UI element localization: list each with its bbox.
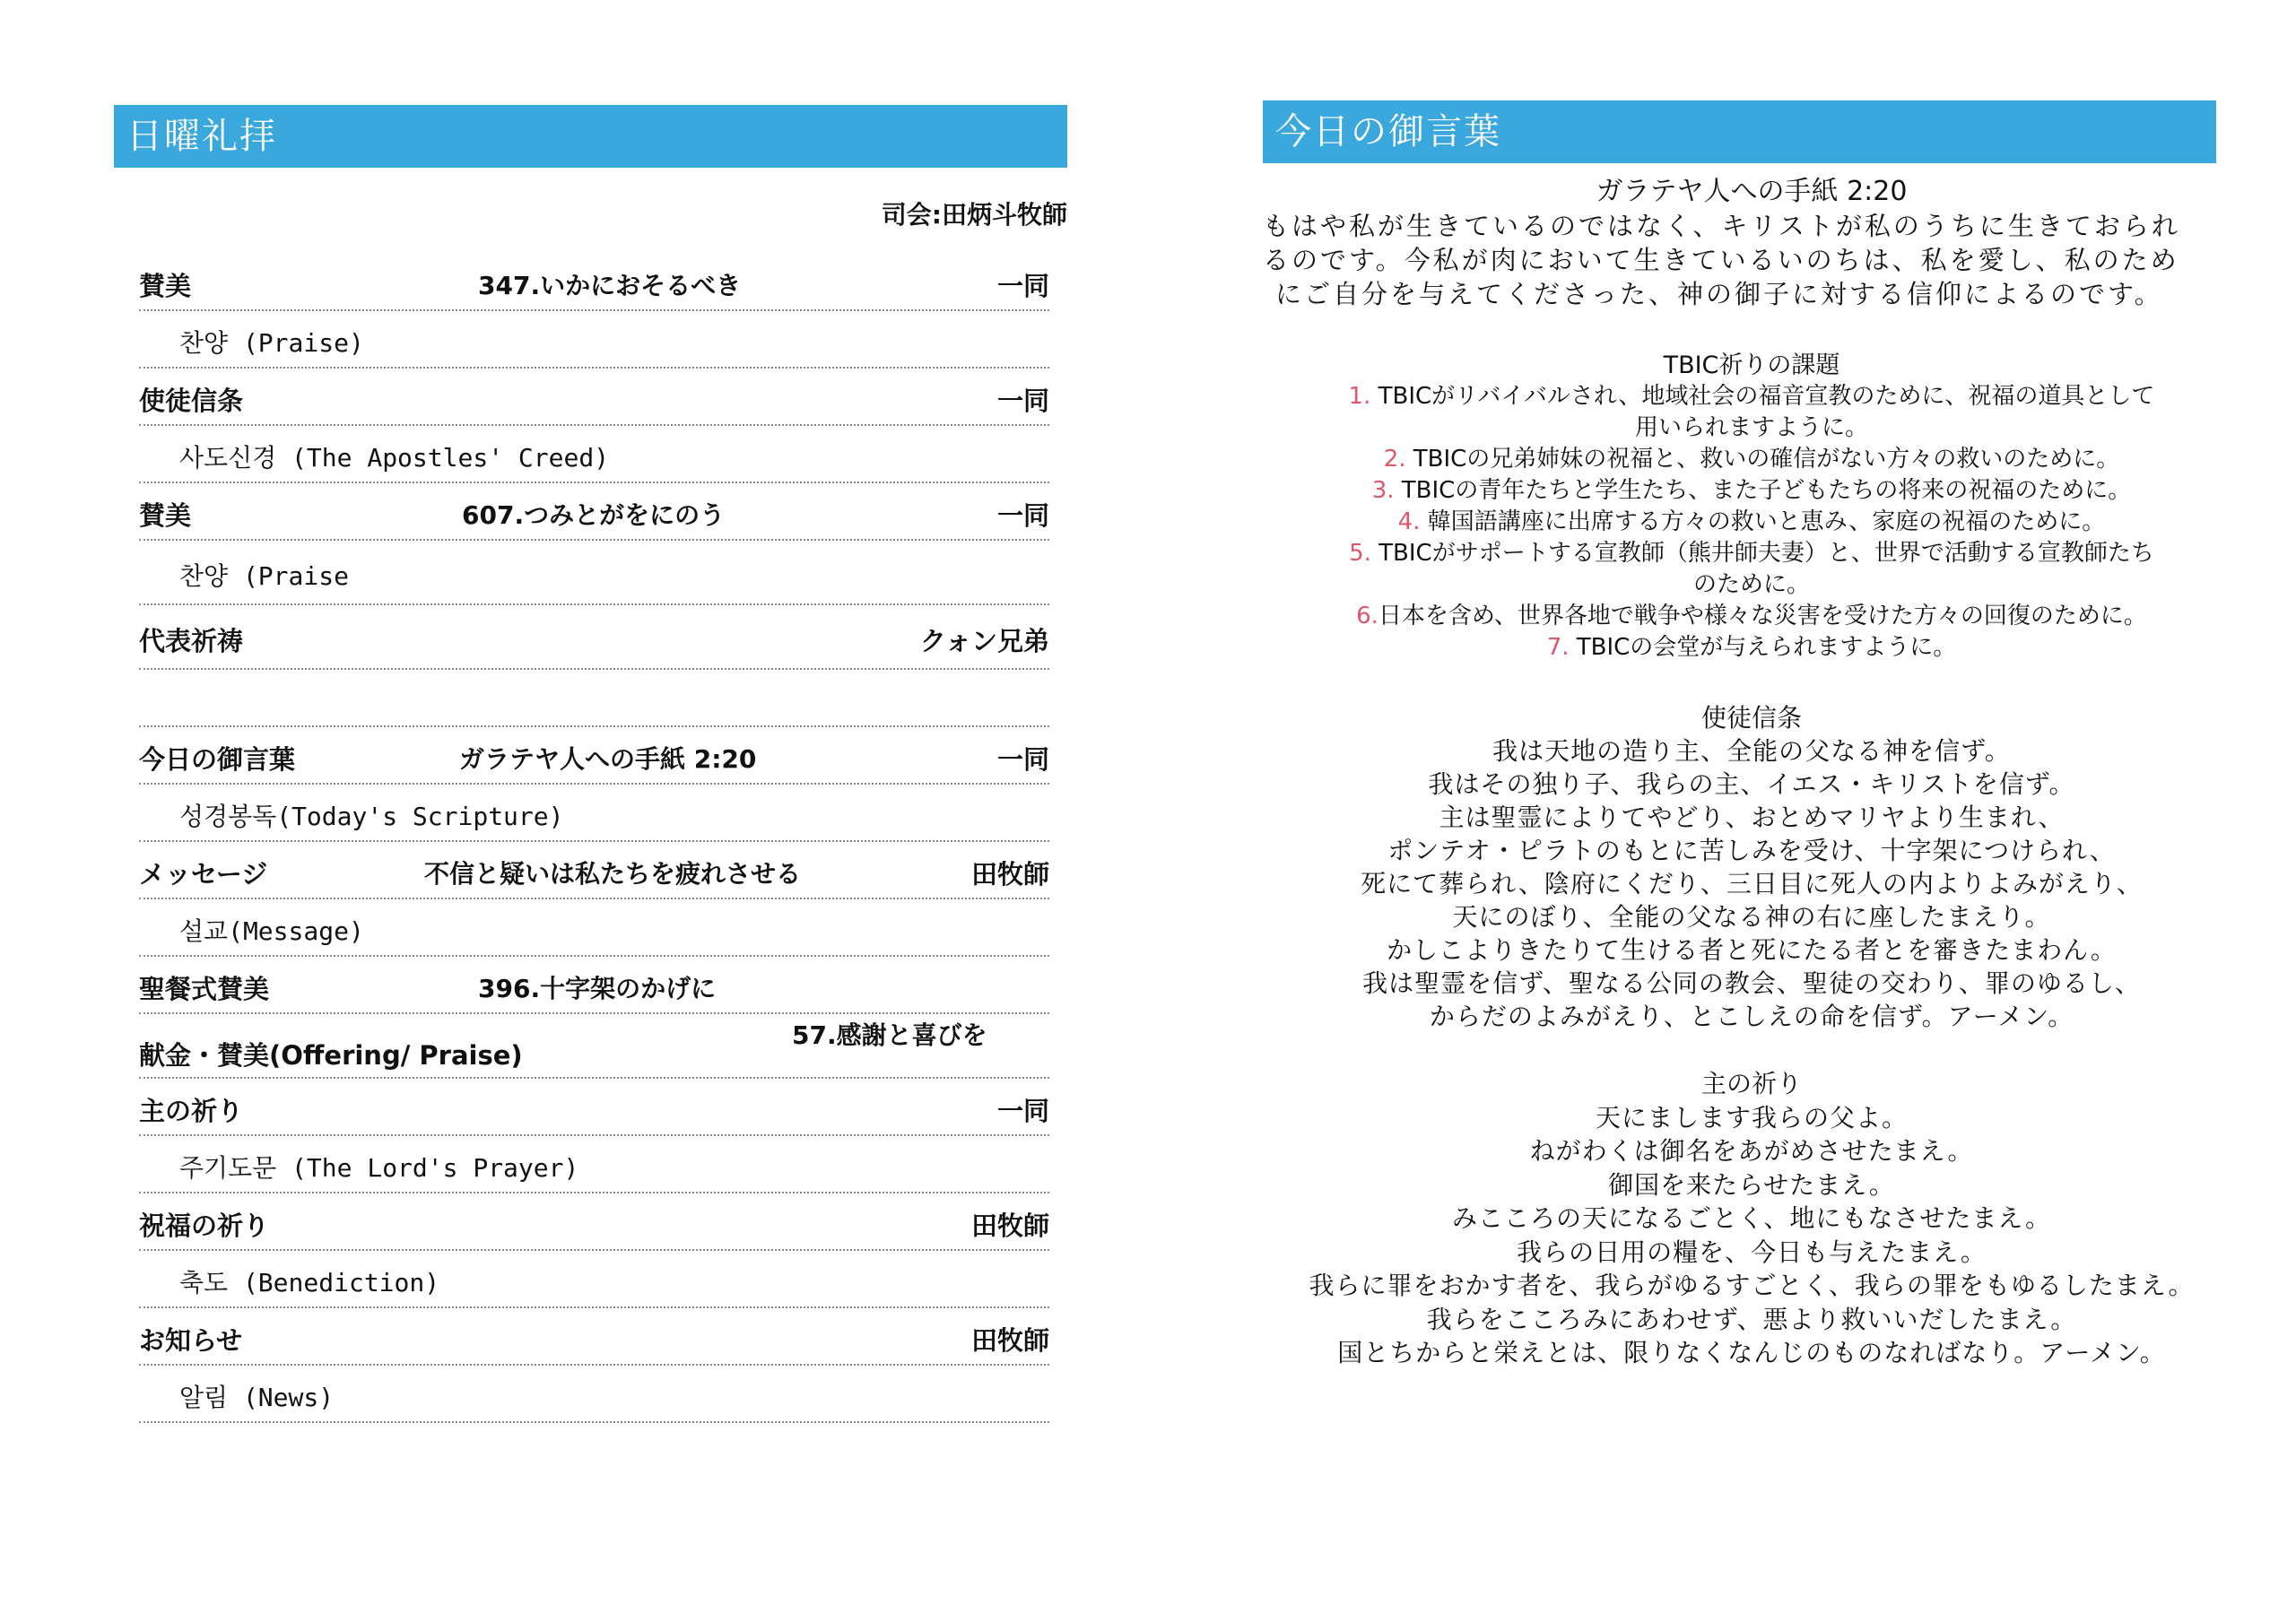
worship-order bbox=[139, 254, 1049, 1423]
row-hymn: 396.十字架のかげに bbox=[478, 974, 717, 1003]
row-title: 今日の御言葉 bbox=[139, 744, 296, 775]
apostles-creed bbox=[1263, 701, 2240, 1033]
prayer-number: 1. bbox=[1348, 383, 1371, 410]
order-row-sub bbox=[139, 426, 1049, 483]
prayer-item bbox=[1263, 538, 2240, 569]
creed-line: ポンテオ・ピラトのもとに苦しみを受け、十字架につけられ、 bbox=[1387, 836, 2116, 865]
row-subtitle: 찬양 (Praise) bbox=[179, 328, 364, 358]
prayer-item bbox=[1263, 601, 2240, 632]
prayer-item bbox=[1263, 381, 2240, 412]
lords-prayer-line: 天にまします我らの父よ。 bbox=[1595, 1102, 1908, 1133]
prayer-item bbox=[1263, 475, 2240, 507]
prayer-text: TBICがサポートする宣教師（熊井師夫妻）と、世界で活動する宣教師たち bbox=[1370, 540, 2154, 567]
row-title: メッセージ bbox=[139, 859, 268, 890]
lords-prayer-line: 我らをこころみにあわせず、悪より救いいだしたまえ。 bbox=[1426, 1304, 2077, 1334]
prayer-text: TBICの青年たちと学生たち、また子どもたちの将来の祝福のために。 bbox=[1394, 477, 2132, 504]
prayer-item-continued: 用いられますように。 bbox=[1634, 414, 1868, 441]
prayer-number: 2. bbox=[1383, 446, 1406, 473]
verse-line: もはや私が生きているのではなく、キリストが私のうちに生きておられ bbox=[1263, 211, 2180, 241]
row-scripture: ガラテヤ人への手紙 2:20 bbox=[459, 744, 757, 774]
order-row-offering bbox=[139, 1014, 1049, 1079]
creed-line: かしこよりきたりて生ける者と死にたる者とを審きたまわん。 bbox=[1387, 935, 2117, 965]
prayer-number: 6. bbox=[1356, 603, 1378, 629]
lords-prayer bbox=[1263, 1067, 2240, 1370]
row-leader: 一同 bbox=[996, 1096, 1049, 1126]
order-row-sub bbox=[139, 311, 1049, 369]
order-row-announcements bbox=[139, 1308, 1049, 1366]
order-row-representative-prayer bbox=[139, 605, 1049, 670]
row-leader: 一同 bbox=[996, 500, 1049, 531]
row-leader: 田牧師 bbox=[970, 1325, 1049, 1356]
prayer-number: 3. bbox=[1371, 477, 1395, 504]
row-title: 主の祈り bbox=[139, 1096, 244, 1126]
verse-reference: ガラテヤ人への手紙 2:20 bbox=[1596, 176, 1908, 207]
creed-line: からだのよみがえり、とこしえの命を信ず。アーメン。 bbox=[1429, 1002, 2074, 1031]
order-row-todays-word bbox=[139, 727, 1049, 785]
row-title: お知らせ bbox=[139, 1325, 243, 1356]
order-row-apostles-creed bbox=[139, 369, 1049, 426]
order-row-sub bbox=[139, 1136, 1049, 1193]
row-hymn: 57.感謝と喜びを bbox=[792, 1020, 987, 1050]
creed-line: 天にのぼり、全能の父なる神の右に座したまえり。 bbox=[1452, 902, 2051, 932]
row-leader: 一同 bbox=[996, 744, 1049, 775]
prayer-text: TBICの会堂が与えられますように。 bbox=[1569, 634, 1957, 661]
row-subtitle: 설교(Message) bbox=[179, 916, 364, 946]
row-subtitle: 주기도문 (The Lord's Prayer) bbox=[179, 1153, 579, 1183]
row-subtitle: 축도 (Benediction) bbox=[179, 1268, 440, 1298]
order-row-sub bbox=[139, 1366, 1049, 1423]
order-row-communion-hymn bbox=[139, 957, 1049, 1014]
row-title: 献金・賛美(Offering/ Praise) bbox=[139, 1040, 523, 1071]
row-leader: 田牧師 bbox=[970, 859, 1049, 890]
creed-line: 我はその独り子、我らの主、イエス・キリストを信ず。 bbox=[1428, 769, 2075, 799]
lords-prayer-title: 主の祈り bbox=[1700, 1069, 1802, 1098]
row-subtitle: 성경봉독(Today's Scripture) bbox=[179, 802, 564, 831]
section-header-sunday-worship: 日曜礼拝 bbox=[114, 105, 1067, 168]
order-row-praise-2 bbox=[139, 483, 1049, 541]
order-row-sub bbox=[139, 899, 1049, 957]
verse-line: るのです。今私が肉において生きているいのちは、私を愛し、私のため bbox=[1263, 245, 2179, 275]
prayer-item bbox=[1263, 444, 2240, 475]
section-header-todays-word: 今日の御言葉 bbox=[1263, 100, 2216, 163]
row-title: 祝福の祈り bbox=[139, 1211, 270, 1241]
order-row-blank bbox=[139, 670, 1049, 727]
row-subtitle: 사도신경 (The Apostles' Creed) bbox=[179, 443, 610, 473]
mc-line: 司会:田炳斗牧師 bbox=[881, 200, 1067, 230]
prayer-number: 7. bbox=[1546, 634, 1570, 661]
verse-block bbox=[1263, 175, 2240, 311]
right-page bbox=[1148, 0, 2296, 1623]
row-title: 使徒信条 bbox=[139, 386, 244, 416]
creed-line: 我は聖霊を信ず、聖なる公同の教会、聖徒の交わり、罪のゆるし、 bbox=[1362, 968, 2141, 998]
order-row-sub bbox=[139, 541, 1049, 605]
lords-prayer-line: みこころの天になるごとく、地にもなさせたまえ。 bbox=[1451, 1203, 2052, 1233]
row-title: 代表祈祷 bbox=[139, 626, 244, 656]
lords-prayer-line: ねがわくは御名をあがめさせたまえ。 bbox=[1529, 1136, 1974, 1166]
prayer-item bbox=[1263, 507, 2240, 538]
order-row-message bbox=[139, 842, 1049, 899]
row-leader: 田牧師 bbox=[970, 1211, 1049, 1241]
prayer-text: 韓国語講座に出席する方々の救いと恵み、家庭の祝福のために。 bbox=[1420, 508, 2106, 535]
prayer-requests-title: TBIC祈りの課題 bbox=[1663, 352, 1840, 379]
prayer-text: 日本を含め、世界各地で戦争や様々な災害を受けた方々の回復のために。 bbox=[1378, 603, 2147, 629]
lords-prayer-line: 我らに罪をおかす者を、我らがゆるすごとく、我らの罪をもゆるしたまえ。 bbox=[1309, 1271, 2195, 1300]
prayer-item bbox=[1263, 632, 2240, 664]
lords-prayer-line: 国とちからと栄えとは、限りなくなんじのものなればなり。アーメン。 bbox=[1337, 1338, 2166, 1367]
row-sermon-title: 不信と疑いは私たちを疲れさせる bbox=[424, 859, 802, 889]
row-leader: クォン兄弟 bbox=[919, 626, 1049, 656]
row-leader: 一同 bbox=[996, 386, 1049, 416]
order-row-sub bbox=[139, 785, 1049, 842]
order-row-sub bbox=[139, 1251, 1049, 1308]
row-hymn: 607.つみとがをにのう bbox=[462, 500, 726, 530]
row-subtitle: 찬양 (Praise bbox=[179, 561, 349, 591]
row-leader: 一同 bbox=[996, 271, 1049, 301]
verse-line: にご自分を与えてくださった、神の御子に対する信仰によるのです。 bbox=[1275, 279, 2163, 309]
prayer-number: 4. bbox=[1397, 508, 1421, 535]
row-title: 賛美 bbox=[139, 500, 192, 531]
row-title: 聖餐式賛美 bbox=[139, 974, 270, 1004]
lords-prayer-line: 御国を来たらせたまえ。 bbox=[1608, 1169, 1895, 1200]
creed-line: 我は天地の造り主、全能の父なる神を信ず。 bbox=[1492, 736, 2011, 766]
prayer-text: TBICの兄弟姉妹の祝福と、救いの確信がない方々の救いのために。 bbox=[1405, 446, 2120, 473]
order-row-lords-prayer bbox=[139, 1079, 1049, 1136]
prayer-number: 5. bbox=[1349, 540, 1371, 567]
lords-prayer-line: 我らの日用の糧を、今日も与えたまえ。 bbox=[1517, 1237, 1987, 1267]
prayer-requests bbox=[1263, 350, 2240, 664]
row-hymn: 347.いかにおそるべき bbox=[478, 271, 742, 300]
row-title: 賛美 bbox=[139, 271, 192, 301]
order-row-praise-1 bbox=[139, 254, 1049, 311]
creed-title: 使徒信条 bbox=[1700, 703, 1802, 733]
prayer-item-continued: のために。 bbox=[1692, 571, 1810, 598]
order-row-benediction bbox=[139, 1193, 1049, 1251]
prayer-text: TBICがリバイバルされ、地域社会の福音宣教のために、祝福の道具として bbox=[1370, 383, 2155, 410]
creed-line: 死にて葬られ、陰府にくだり、三日目に死人の内よりよみがえり、 bbox=[1361, 869, 2143, 898]
row-subtitle: 알림 (News) bbox=[179, 1383, 335, 1412]
creed-line: 主は聖霊によりてやどり、おとめマリヤより生まれ、 bbox=[1439, 803, 2065, 832]
